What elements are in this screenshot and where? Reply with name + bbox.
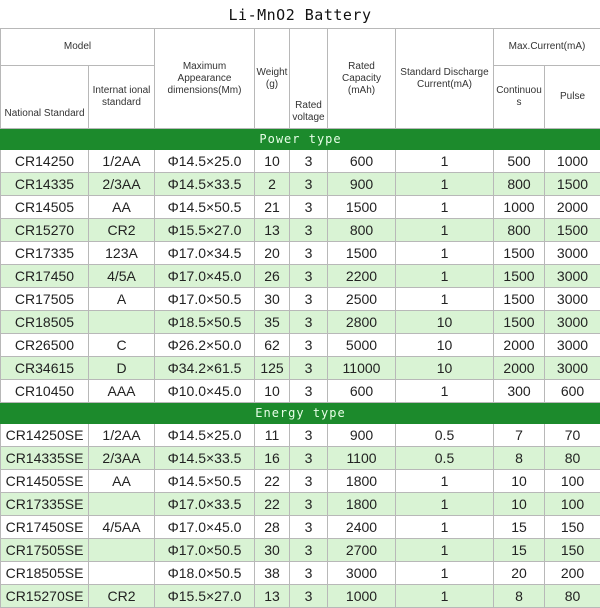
table-row (1, 380, 600, 403)
weight-cell: 35 (255, 311, 290, 334)
table-row (1, 470, 600, 493)
national-standard-cell: CR15270SE (1, 585, 89, 608)
table-row (1, 447, 600, 470)
national-standard-header: National Standard (1, 66, 89, 129)
continuous-current-cell: 8 (494, 585, 545, 608)
national-standard-cell: CR17450 (1, 265, 89, 288)
rated-voltage-cell: 3 (290, 288, 328, 311)
dimensions-cell: Φ14.5×25.0 (155, 424, 255, 447)
dimensions-cell: Φ17.0×33.5 (155, 493, 255, 516)
discharge-current-cell: 1 (396, 380, 494, 403)
weight-cell: 22 (255, 493, 290, 516)
national-standard-cell: CR26500 (1, 334, 89, 357)
rated-capacity-cell: 1800 (328, 470, 396, 493)
table-row (1, 311, 600, 334)
rated-voltage-cell: 3 (290, 219, 328, 242)
rated-capacity-cell: 800 (328, 219, 396, 242)
continuous-current-cell: 1500 (494, 311, 545, 334)
rated-capacity-cell: 11000 (328, 357, 396, 380)
discharge-current-cell: 10 (396, 357, 494, 380)
pulse-current-cell: 80 (545, 585, 600, 608)
continuous-current-cell: 15 (494, 539, 545, 562)
energy-type-band (1, 403, 600, 424)
national-standard-cell: CR10450 (1, 380, 89, 403)
pulse-current-cell: 600 (545, 380, 600, 403)
discharge-current-cell: 10 (396, 311, 494, 334)
pulse-current-cell: 3000 (545, 265, 600, 288)
pulse-current-cell: 1500 (545, 219, 600, 242)
weight-cell: 13 (255, 219, 290, 242)
weight-cell: 30 (255, 539, 290, 562)
national-standard-cell: CR14505 (1, 196, 89, 219)
pulse-current-cell: 3000 (545, 357, 600, 380)
weight-cell: 10 (255, 150, 290, 173)
international-standard-cell: 2/3AA (89, 447, 155, 470)
pulse-header: Pulse (545, 66, 600, 129)
pulse-current-cell: 3000 (545, 311, 600, 334)
national-standard-cell: CR18505 (1, 311, 89, 334)
dimensions-cell: Φ17.0×45.0 (155, 265, 255, 288)
international-standard-cell: AA (89, 196, 155, 219)
rated-capacity-cell: 1500 (328, 196, 396, 219)
international-standard-cell: AAA (89, 380, 155, 403)
dimensions-cell: Φ10.0×45.0 (155, 380, 255, 403)
rated-voltage-cell: 3 (290, 173, 328, 196)
capacity-header: Rated Capacity (mAh) (328, 29, 396, 129)
rated-capacity-cell: 5000 (328, 334, 396, 357)
international-standard-cell (89, 562, 155, 585)
international-standard-cell: 1/2AA (89, 424, 155, 447)
rated-capacity-cell: 1000 (328, 585, 396, 608)
power-type-band (1, 129, 600, 150)
max-current-header: Max.Current(mA) (494, 29, 600, 66)
discharge-current-cell: 1 (396, 539, 494, 562)
rated-capacity-cell: 900 (328, 424, 396, 447)
national-standard-cell: CR18505SE (1, 562, 89, 585)
rated-capacity-cell: 3000 (328, 562, 396, 585)
continuous-current-cell: 1500 (494, 265, 545, 288)
table-row (1, 539, 600, 562)
dimensions-cell: Φ18.0×50.5 (155, 562, 255, 585)
table-row (1, 493, 600, 516)
discharge-current-cell: 10 (396, 334, 494, 357)
national-standard-cell: CR14250 (1, 150, 89, 173)
pulse-current-cell: 3000 (545, 242, 600, 265)
national-standard-cell: CR17335 (1, 242, 89, 265)
rated-capacity-cell: 1800 (328, 493, 396, 516)
rated-voltage-cell: 3 (290, 562, 328, 585)
table-row (1, 334, 600, 357)
table-row (1, 242, 600, 265)
discharge-current-cell: 1 (396, 242, 494, 265)
dimensions-cell: Φ15.5×27.0 (155, 585, 255, 608)
section-title: Energy type (1, 403, 600, 424)
rated-voltage-cell: 3 (290, 150, 328, 173)
national-standard-cell: CR14335SE (1, 447, 89, 470)
page-title: Li-MnO2 Battery (0, 0, 600, 28)
international-standard-cell: 2/3AA (89, 173, 155, 196)
weight-cell: 125 (255, 357, 290, 380)
pulse-current-cell: 150 (545, 539, 600, 562)
weight-cell: 62 (255, 334, 290, 357)
dimensions-cell: Φ17.0×50.5 (155, 288, 255, 311)
international-standard-cell: AA (89, 470, 155, 493)
continuous-current-cell: 800 (494, 219, 545, 242)
continuous-current-cell: 2000 (494, 334, 545, 357)
discharge-current-cell: 1 (396, 150, 494, 173)
national-standard-cell: CR17505SE (1, 539, 89, 562)
table-row (1, 357, 600, 380)
international-standard-cell (89, 493, 155, 516)
dimensions-cell: Φ14.5×50.5 (155, 470, 255, 493)
rated-capacity-cell: 900 (328, 173, 396, 196)
continuous-current-cell: 15 (494, 516, 545, 539)
pulse-current-cell: 80 (545, 447, 600, 470)
table-row (1, 150, 600, 173)
discharge-current-cell: 1 (396, 288, 494, 311)
rated-capacity-cell: 1500 (328, 242, 396, 265)
international-standard-cell: 4/5A (89, 265, 155, 288)
rated-voltage-cell: 3 (290, 380, 328, 403)
national-standard-cell: CR17505 (1, 288, 89, 311)
rated-voltage-cell: 3 (290, 447, 328, 470)
dimensions-cell: Φ14.5×33.5 (155, 173, 255, 196)
table-row (1, 288, 600, 311)
international-standard-cell (89, 539, 155, 562)
rated-capacity-cell: 2700 (328, 539, 396, 562)
pulse-current-cell: 1000 (545, 150, 600, 173)
table-row (1, 516, 600, 539)
international-standard-cell: D (89, 357, 155, 380)
table-row (1, 562, 600, 585)
dimensions-cell: Φ14.5×50.5 (155, 196, 255, 219)
discharge-current-cell: 0.5 (396, 424, 494, 447)
weight-cell: 28 (255, 516, 290, 539)
table-row (1, 424, 600, 447)
weight-cell: 2 (255, 173, 290, 196)
rated-voltage-cell: 3 (290, 585, 328, 608)
national-standard-cell: CR17450SE (1, 516, 89, 539)
dimensions-cell: Φ17.0×34.5 (155, 242, 255, 265)
pulse-current-cell: 2000 (545, 196, 600, 219)
weight-cell: 30 (255, 288, 290, 311)
rated-capacity-cell: 2500 (328, 288, 396, 311)
pulse-current-cell: 3000 (545, 334, 600, 357)
weight-cell: 11 (255, 424, 290, 447)
rated-voltage-cell: 3 (290, 242, 328, 265)
national-standard-cell: CR14335 (1, 173, 89, 196)
voltage-header: Rated voltage (290, 29, 328, 129)
pulse-current-cell: 150 (545, 516, 600, 539)
national-standard-cell: CR14250SE (1, 424, 89, 447)
rated-voltage-cell: 3 (290, 539, 328, 562)
rated-voltage-cell: 3 (290, 424, 328, 447)
continuous-current-cell: 2000 (494, 357, 545, 380)
continuous-current-cell: 10 (494, 470, 545, 493)
dimensions-cell: Φ17.0×45.0 (155, 516, 255, 539)
international-standard-cell: A (89, 288, 155, 311)
continuous-current-cell: 8 (494, 447, 545, 470)
national-standard-cell: CR14505SE (1, 470, 89, 493)
model-header: Model (1, 29, 155, 66)
weight-cell: 13 (255, 585, 290, 608)
discharge-current-cell: 1 (396, 196, 494, 219)
rated-voltage-cell: 3 (290, 265, 328, 288)
weight-cell: 21 (255, 196, 290, 219)
weight-cell: 26 (255, 265, 290, 288)
dimensions-cell: Φ14.5×33.5 (155, 447, 255, 470)
pulse-current-cell: 100 (545, 470, 600, 493)
international-standard-cell: 4/5AA (89, 516, 155, 539)
rated-capacity-cell: 600 (328, 380, 396, 403)
continuous-current-cell: 10 (494, 493, 545, 516)
pulse-current-cell: 1500 (545, 173, 600, 196)
pulse-current-cell: 3000 (545, 288, 600, 311)
rated-capacity-cell: 2800 (328, 311, 396, 334)
pulse-current-cell: 70 (545, 424, 600, 447)
section-title: Power type (1, 129, 600, 150)
table-row (1, 219, 600, 242)
discharge-current-cell: 1 (396, 470, 494, 493)
table-row (1, 173, 600, 196)
weight-cell: 38 (255, 562, 290, 585)
rated-capacity-cell: 600 (328, 150, 396, 173)
weight-cell: 16 (255, 447, 290, 470)
discharge-header: Standard Discharge Current(mA) (396, 29, 494, 129)
discharge-current-cell: 1 (396, 493, 494, 516)
national-standard-cell: CR15270 (1, 219, 89, 242)
international-standard-header: Internat ional standard (89, 66, 155, 129)
continuous-current-cell: 1500 (494, 242, 545, 265)
dimensions-header: Maximum Appearance dimensions(Mm) (155, 29, 255, 129)
dimensions-cell: Φ34.2×61.5 (155, 357, 255, 380)
table-row (1, 196, 600, 219)
discharge-current-cell: 1 (396, 516, 494, 539)
rated-voltage-cell: 3 (290, 311, 328, 334)
national-standard-cell: CR34615 (1, 357, 89, 380)
pulse-current-cell: 200 (545, 562, 600, 585)
rated-voltage-cell: 3 (290, 493, 328, 516)
weight-header: Weight (g) (255, 29, 290, 129)
rated-capacity-cell: 1100 (328, 447, 396, 470)
continuous-header: Continuou s (494, 66, 545, 129)
discharge-current-cell: 0.5 (396, 447, 494, 470)
international-standard-cell (89, 311, 155, 334)
weight-cell: 20 (255, 242, 290, 265)
national-standard-cell: CR17335SE (1, 493, 89, 516)
discharge-current-cell: 1 (396, 219, 494, 242)
rated-voltage-cell: 3 (290, 334, 328, 357)
international-standard-cell: C (89, 334, 155, 357)
rated-capacity-cell: 2200 (328, 265, 396, 288)
dimensions-cell: Φ26.2×50.0 (155, 334, 255, 357)
continuous-current-cell: 20 (494, 562, 545, 585)
rated-capacity-cell: 2400 (328, 516, 396, 539)
continuous-current-cell: 7 (494, 424, 545, 447)
discharge-current-cell: 1 (396, 265, 494, 288)
weight-cell: 10 (255, 380, 290, 403)
pulse-current-cell: 100 (545, 493, 600, 516)
discharge-current-cell: 1 (396, 562, 494, 585)
table-row (1, 585, 600, 608)
continuous-current-cell: 1500 (494, 288, 545, 311)
dimensions-cell: Φ15.5×27.0 (155, 219, 255, 242)
continuous-current-cell: 300 (494, 380, 545, 403)
weight-cell: 22 (255, 470, 290, 493)
international-standard-cell: CR2 (89, 219, 155, 242)
international-standard-cell: 123A (89, 242, 155, 265)
international-standard-cell: CR2 (89, 585, 155, 608)
continuous-current-cell: 800 (494, 173, 545, 196)
rated-voltage-cell: 3 (290, 196, 328, 219)
dimensions-cell: Φ17.0×50.5 (155, 539, 255, 562)
dimensions-cell: Φ18.5×50.5 (155, 311, 255, 334)
international-standard-cell: 1/2AA (89, 150, 155, 173)
rated-voltage-cell: 3 (290, 470, 328, 493)
rated-voltage-cell: 3 (290, 357, 328, 380)
continuous-current-cell: 500 (494, 150, 545, 173)
rated-voltage-cell: 3 (290, 516, 328, 539)
battery-spec-table (0, 28, 600, 608)
discharge-current-cell: 1 (396, 585, 494, 608)
dimensions-cell: Φ14.5×25.0 (155, 150, 255, 173)
table-row (1, 265, 600, 288)
continuous-current-cell: 1000 (494, 196, 545, 219)
discharge-current-cell: 1 (396, 173, 494, 196)
